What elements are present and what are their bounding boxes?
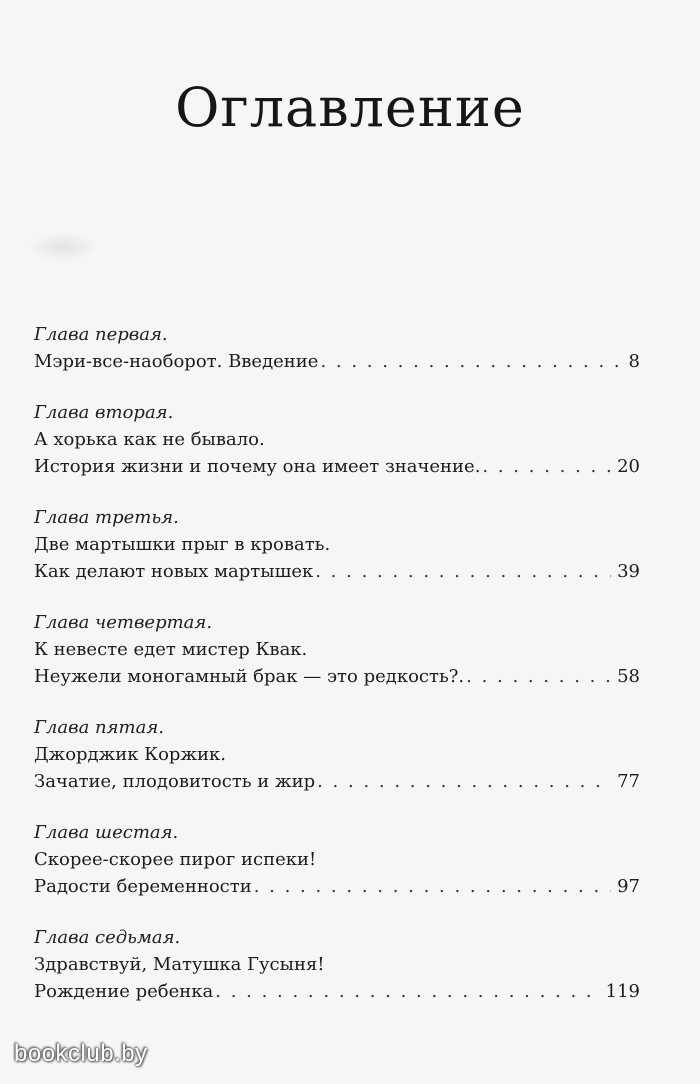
dot-leader	[320, 348, 622, 375]
chapter-3	[34, 505, 640, 585]
chapter-2	[34, 400, 640, 480]
chapter-subtitle: Две мартышки прыг в кровать.	[34, 534, 331, 555]
toc-entry[interactable]	[34, 453, 640, 480]
chapter-6	[34, 820, 640, 900]
chapter-subtitle: А хорька как не бывало.	[34, 429, 265, 450]
page-number: 77	[617, 771, 640, 792]
chapter-subtitle: Здравствуй, Матушка Гусыня!	[34, 954, 325, 975]
page-smudge	[28, 232, 98, 262]
page-number: 58	[617, 666, 640, 687]
chapter-label: Глава третья.	[34, 507, 179, 528]
dot-leader	[466, 663, 611, 690]
entry-title: Зачатие, плодовитость и жир	[34, 771, 316, 792]
toc-entry[interactable]	[34, 558, 640, 585]
entry-title: Мэри-все-наоборот. Введение	[34, 351, 319, 372]
toc-entry[interactable]	[34, 348, 640, 375]
chapter-subtitle: К невесте едет мистер Квак.	[34, 639, 308, 660]
chapter-7	[34, 925, 640, 1005]
toc-entry[interactable]	[34, 663, 640, 690]
chapter-5	[34, 715, 640, 795]
toc-entry[interactable]	[34, 768, 640, 795]
page-number: 20	[617, 456, 640, 477]
page-number: 97	[617, 876, 640, 897]
watermark-logo: bookclub.by	[14, 1040, 148, 1067]
dot-leader	[254, 873, 611, 900]
entry-title: Неужели моногамный брак — это редкость?.	[34, 666, 465, 687]
page-title: Оглавление	[175, 76, 525, 140]
dot-leader	[317, 768, 611, 795]
table-of-contents	[34, 322, 640, 1030]
chapter-subtitle: Джорджик Коржик.	[34, 744, 226, 765]
chapter-label: Глава четвертая.	[34, 612, 213, 633]
page-number: 39	[617, 561, 640, 582]
toc-entry[interactable]	[34, 873, 640, 900]
chapter-label: Глава пятая.	[34, 717, 164, 738]
entry-title: Рождение ребенка	[34, 981, 214, 1002]
chapter-label: Глава седьмая.	[34, 927, 181, 948]
page-number: 8	[628, 351, 640, 372]
toc-entry[interactable]	[34, 978, 640, 1005]
chapter-label: Глава шестая.	[34, 822, 179, 843]
chapter-subtitle: Скорее-скорее пирог испеки!	[34, 849, 317, 870]
chapter-1	[34, 322, 640, 375]
dot-leader	[215, 978, 599, 1005]
dot-leader	[315, 558, 611, 585]
entry-title: Как делают новых мартышек	[34, 561, 314, 582]
chapter-label: Глава первая.	[34, 324, 168, 345]
entry-title: История жизни и почему она имеет значение.	[34, 456, 481, 477]
page-number: 119	[605, 981, 640, 1002]
chapter-4	[34, 610, 640, 690]
entry-title: Радости беременности	[34, 876, 252, 897]
dot-leader	[482, 453, 611, 480]
chapter-label: Глава вторая.	[34, 402, 174, 423]
